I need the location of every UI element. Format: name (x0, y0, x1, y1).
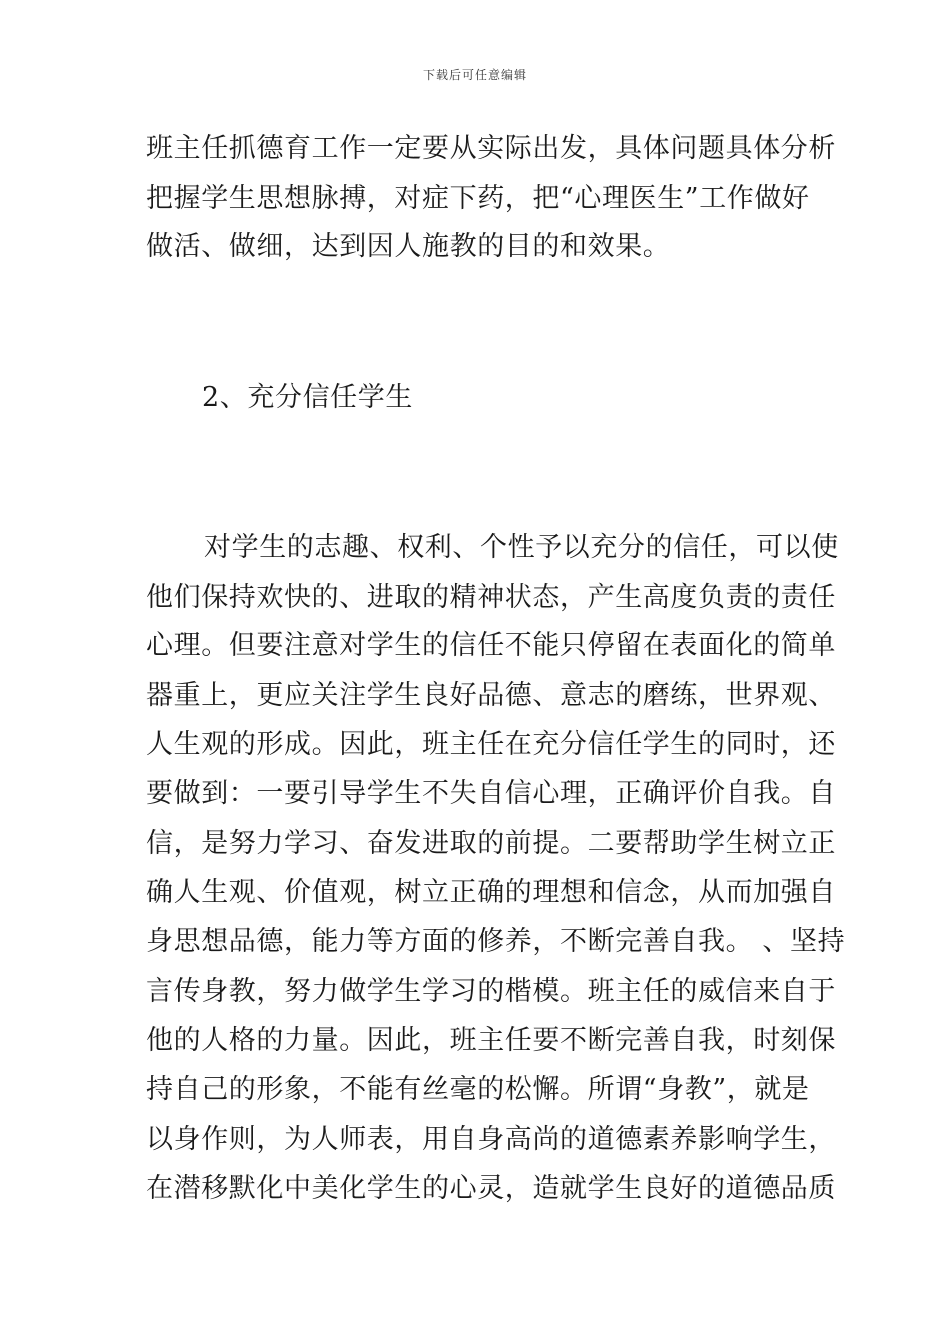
paragraph-line: 心理。但要注意对学生的信任不能只停留在表面化的简单 (146, 630, 836, 661)
paragraph-line: 把握学生思想脉搏，对症下药，把“心理医生”工作做好 (146, 183, 810, 214)
paragraph-line: 以身作则，为人师表，用自身高尚的道德素养影响学生， (146, 1124, 836, 1155)
paragraph-line: 他的人格的力量。因此，班主任要不断完善自我，时刻保 (146, 1025, 836, 1056)
paragraph-line: 要做到：一要引导学生不失自信心理，正确评价自我。自 (146, 778, 836, 809)
paragraph-line: 身思想品德，能力等方面的修养，不断完善自我。 、坚持 (146, 926, 846, 957)
section-heading: 2、充分信任学生 (202, 382, 413, 413)
paragraph-line: 他们保持欢快的、进取的精神状态，产生高度负责的责任 (146, 582, 836, 613)
paragraph-line: 人生观的形成。因此，班主任在充分信任学生的同时，还 (146, 729, 836, 760)
paragraph-line: 班主任抓德育工作一定要从实际出发，具体问题具体分析 (146, 133, 836, 164)
paragraph-line: 确人生观、价值观，树立正确的理想和信念，从而加强自 (146, 877, 836, 908)
paragraph-line: 对学生的志趣、权利、个性予以充分的信任，可以使 (204, 532, 839, 563)
paragraph-line: 在潜移默化中美化学生的心灵，造就学生良好的道德品质 (146, 1173, 836, 1204)
paragraph-line: 做活、做细，达到因人施教的目的和效果。 (146, 231, 671, 262)
paragraph-line: 器重上，更应关注学生良好品德、意志的磨练，世界观、 (146, 680, 836, 711)
paragraph-line: 言传身教，努力做学生学习的楷模。班主任的威信来自于 (146, 976, 836, 1007)
header-note: 下载后可任意编辑 (422, 68, 527, 82)
paragraph-line: 信，是努力学习、奋发进取的前提。二要帮助学生树立正 (146, 828, 836, 859)
paragraph-line: 持自己的形象，不能有丝毫的松懈。所谓“身教”，就是 (146, 1074, 810, 1105)
